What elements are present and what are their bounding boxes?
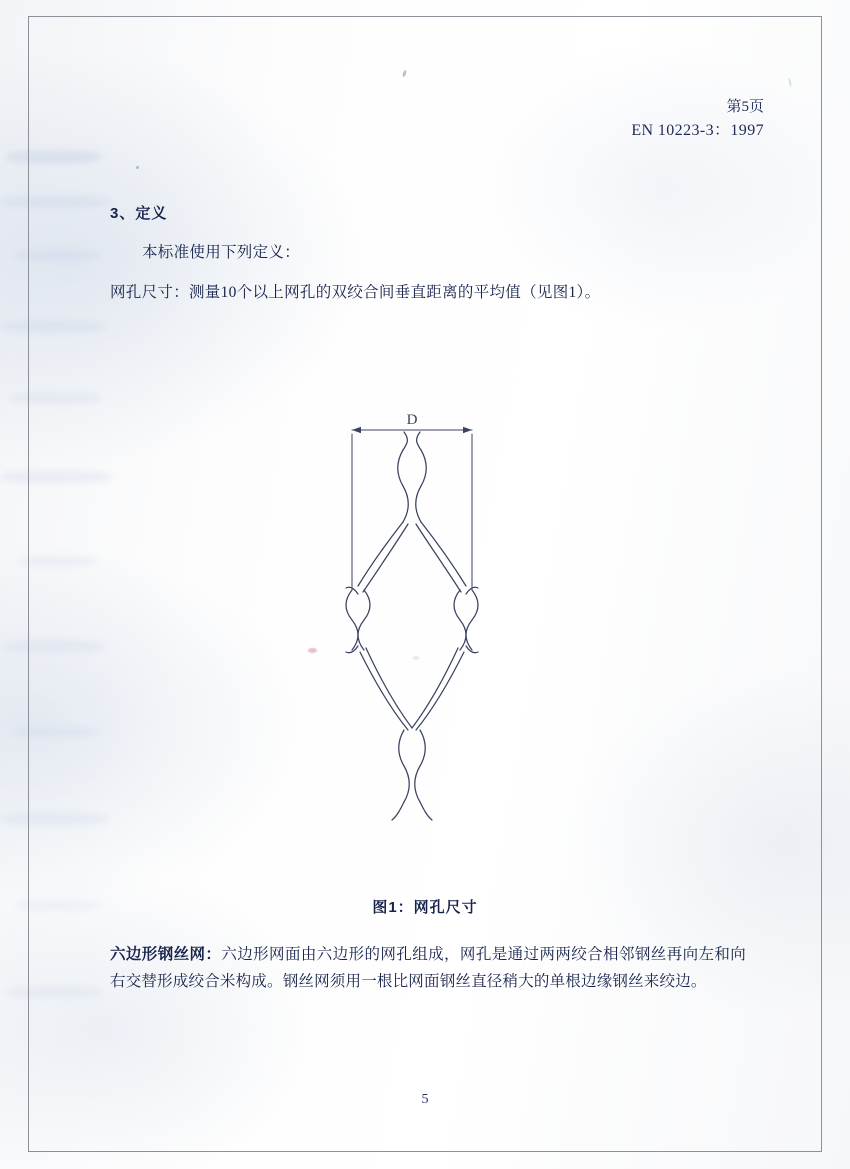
definition-hexagonal-mesh <box>110 942 746 995</box>
twist-left <box>346 590 370 650</box>
twist-top <box>398 432 427 522</box>
page-header <box>631 96 764 143</box>
scan-speck <box>136 166 139 169</box>
wire-upper-right <box>421 522 466 586</box>
standard-reference: EN 10223-3：1997 <box>631 121 764 139</box>
twist-right <box>454 590 478 650</box>
definition-term: 六边形钢丝网： <box>110 946 222 963</box>
definition-text: 六边形网面由六边形的网孔组成，网孔是通过两两绞合相邻钢丝再向左和向右交替形成绞合米构成。钢丝网须用一根比网面钢丝直径稍大的单根边缘钢丝来绞边。 <box>110 946 746 990</box>
wire-lower-left-pair <box>366 648 412 728</box>
section-intro-text: 本标准使用下列定义： <box>142 244 301 261</box>
wire-upper-left-pair <box>363 524 408 592</box>
section-heading: 3、定义 <box>110 205 168 222</box>
twist-bottom <box>392 730 432 820</box>
scan-ink-mark <box>308 648 317 653</box>
figure-caption: 图1：网孔尺寸 <box>372 899 478 916</box>
dimension-label-D: D <box>406 412 418 428</box>
mesh-opening-drawing <box>330 408 510 828</box>
figure-mesh-size <box>330 408 510 828</box>
wire-lower-left <box>360 652 408 730</box>
dimension-line <box>352 427 472 590</box>
wire-upper-left <box>358 522 403 586</box>
page-label: 第5页 <box>726 99 764 115</box>
definition-mesh-size: 网孔尺寸：测量10个以上网孔的双绞合间垂直距离的平均值（见图1）。 <box>110 284 601 301</box>
wire-lower-right-pair <box>412 648 458 728</box>
wire-upper-right-pair <box>416 524 461 592</box>
wire-lower-right <box>416 652 464 730</box>
page-folio: 5 <box>421 1092 429 1107</box>
